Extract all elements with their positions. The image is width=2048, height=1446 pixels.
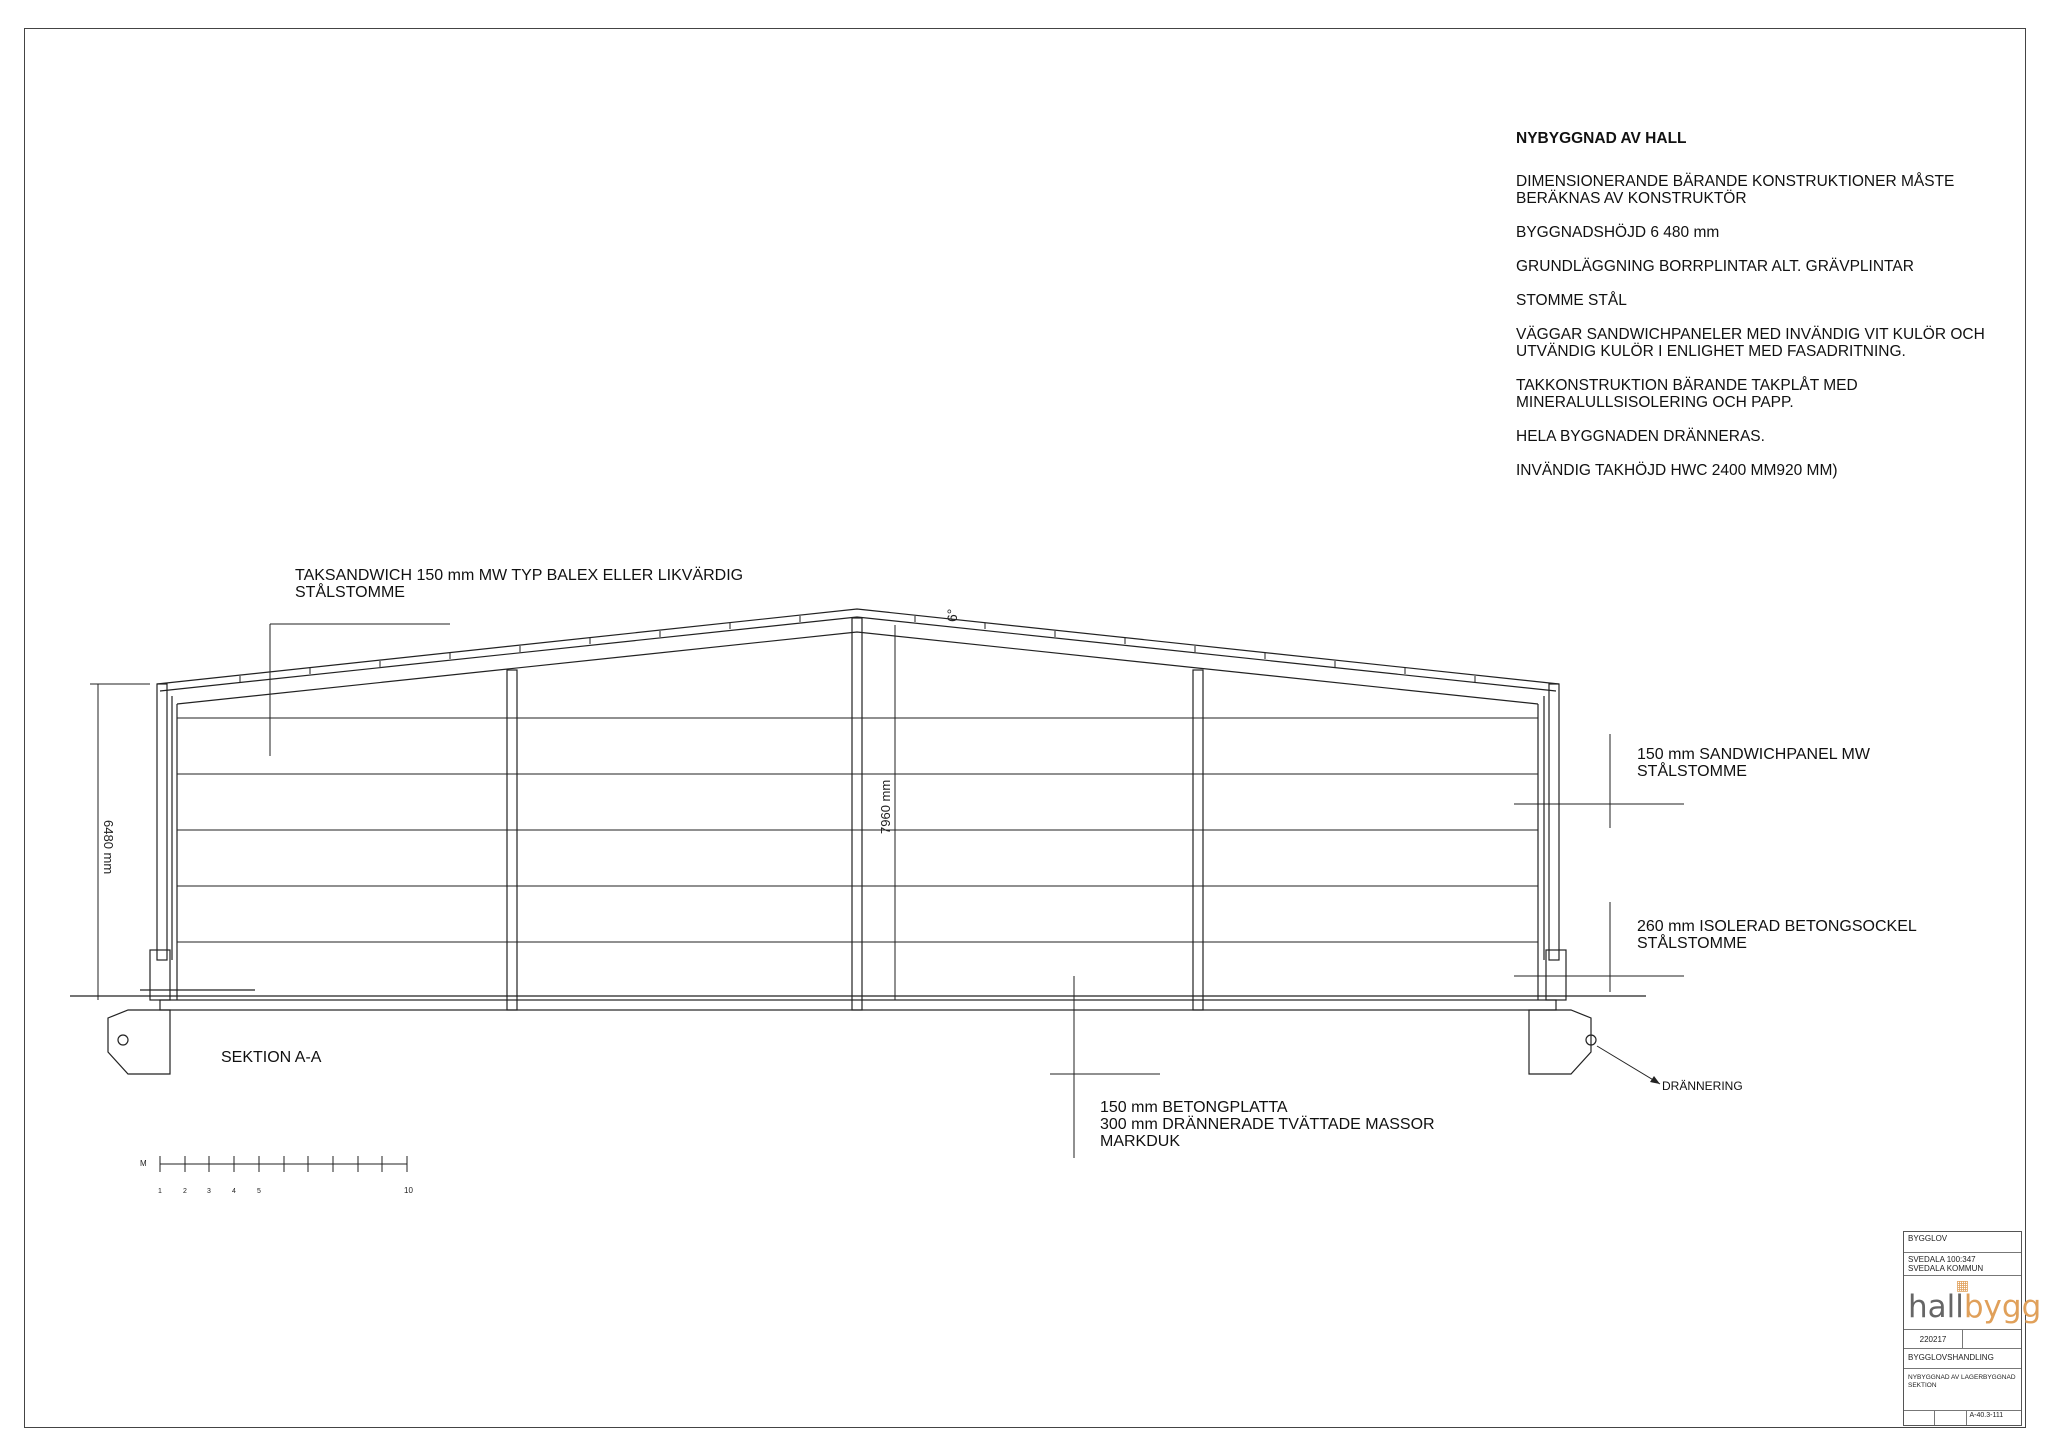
scale-tick-label: 5 <box>257 1188 261 1195</box>
note-item: BYGGNADSHÖJD 6 480 mm <box>1516 224 1720 241</box>
note-item: HELA BYGGNADEN DRÄNNERAS. <box>1516 428 1765 445</box>
scale-tick-label: 2 <box>183 1188 187 1195</box>
column <box>507 670 517 1010</box>
scale-bar <box>160 1156 407 1172</box>
column <box>852 618 862 1010</box>
right-footing <box>1529 1010 1591 1074</box>
scale-tick-label: 3 <box>207 1188 211 1195</box>
tb-drawing-number: A-40.3-111 <box>1966 1411 2022 1425</box>
left-footing <box>108 1010 170 1074</box>
roof-purlins <box>240 616 1475 682</box>
title-block <box>1903 1231 2042 1426</box>
right-wall-panel <box>1549 684 1559 960</box>
wall-girts <box>177 718 1538 942</box>
tb-municipality: SVEDALA KOMMUN <box>1908 1264 1984 1273</box>
height-dimension-label: 6480 mm <box>101 820 116 875</box>
concrete-slab <box>160 1000 1556 1010</box>
logo-mark-icon: ▦ <box>1955 1277 1970 1293</box>
ridge-dimension-label: 7960 mm <box>878 779 893 834</box>
note-item: TAKKONSTRUKTION BÄRANDE TAKPLÅT MED MINERALULLSISOLERING OCH PAPP. <box>1516 377 1858 411</box>
scale-tick-label: 1 <box>158 1188 162 1195</box>
roof-outer-line <box>157 609 1559 684</box>
note-item: VÄGGAR SANDWICHPANELER MED INVÄNDIG VIT KULÖR OCH UTVÄNDIG KULÖR I ENLIGHET MED FASADRITNING. <box>1516 326 1985 360</box>
tb-type: BYGGLOV <box>1904 1232 2021 1253</box>
tb-property-block <box>1904 1253 2021 1276</box>
note-item: STOMME STÅL <box>1516 292 1627 309</box>
scale-unit: M <box>140 1159 147 1168</box>
section-title: SEKTION A-A <box>221 1049 322 1066</box>
logo-word-hall: hall <box>1908 1289 1964 1325</box>
column <box>1193 670 1203 1010</box>
note-item: INVÄNDIG TAKHÖJD HWC 2400 MM920 MM) <box>1516 462 1838 479</box>
tb-handling: BYGGLOVSHANDLING <box>1904 1349 2021 1369</box>
left-wall-panel <box>157 684 167 960</box>
tb-date-row <box>1904 1330 2021 1349</box>
tb-property: SVEDALA 100:347 <box>1908 1255 1976 1264</box>
scale-tick-label: 10 <box>404 1186 413 1195</box>
roof-inner-line <box>160 617 1556 691</box>
logo-word-bygg: bygg <box>1963 1289 2042 1325</box>
notes-title: NYBYGGNAD AV HALL <box>1516 130 1687 147</box>
sockel-label: 260 mm ISOLERAD BETONGSOCKEL STÅLSTOMME <box>1637 918 1917 952</box>
tb-number-row <box>1904 1411 2021 1425</box>
wall-label: 150 mm SANDWICHPANEL MW STÅLSTOMME <box>1637 746 1870 780</box>
company-logo <box>1904 1276 2042 1330</box>
roof-label: TAKSANDWICH 150 mm MW TYP BALEX ELLER LIKVÄRDIG STÅLSTOMME <box>295 567 744 601</box>
scale-tick-label: 4 <box>232 1188 236 1195</box>
slab-label: 150 mm BETONGPLATTA 300 mm DRÄNNERADE TVÄTTADE MASSOR MARKDUK <box>1100 1099 1435 1150</box>
tb-project-block <box>1904 1369 2021 1411</box>
tb-date: 220217 <box>1919 1335 1947 1344</box>
drain-arrow-head <box>1650 1076 1660 1084</box>
drain-label: DRÄNNERING <box>1662 1079 1743 1093</box>
dimension-6480 <box>90 684 150 1000</box>
note-item: DIMENSIONERANDE BÄRANDE KONSTRUKTIONER MÅSTE BERÄKNAS AV KONSTRUKTÖR <box>1516 173 1955 207</box>
tb-sheet: SEKTION <box>1908 1382 1937 1389</box>
roof-angle-label: 6° <box>944 608 960 622</box>
note-item: GRUNDLÄGGNING BORRPLINTAR ALT. GRÄVPLINTAR <box>1516 258 1914 275</box>
tb-project: NYBYGGNAD AV LAGERBYGGNAD <box>1908 1374 2016 1381</box>
